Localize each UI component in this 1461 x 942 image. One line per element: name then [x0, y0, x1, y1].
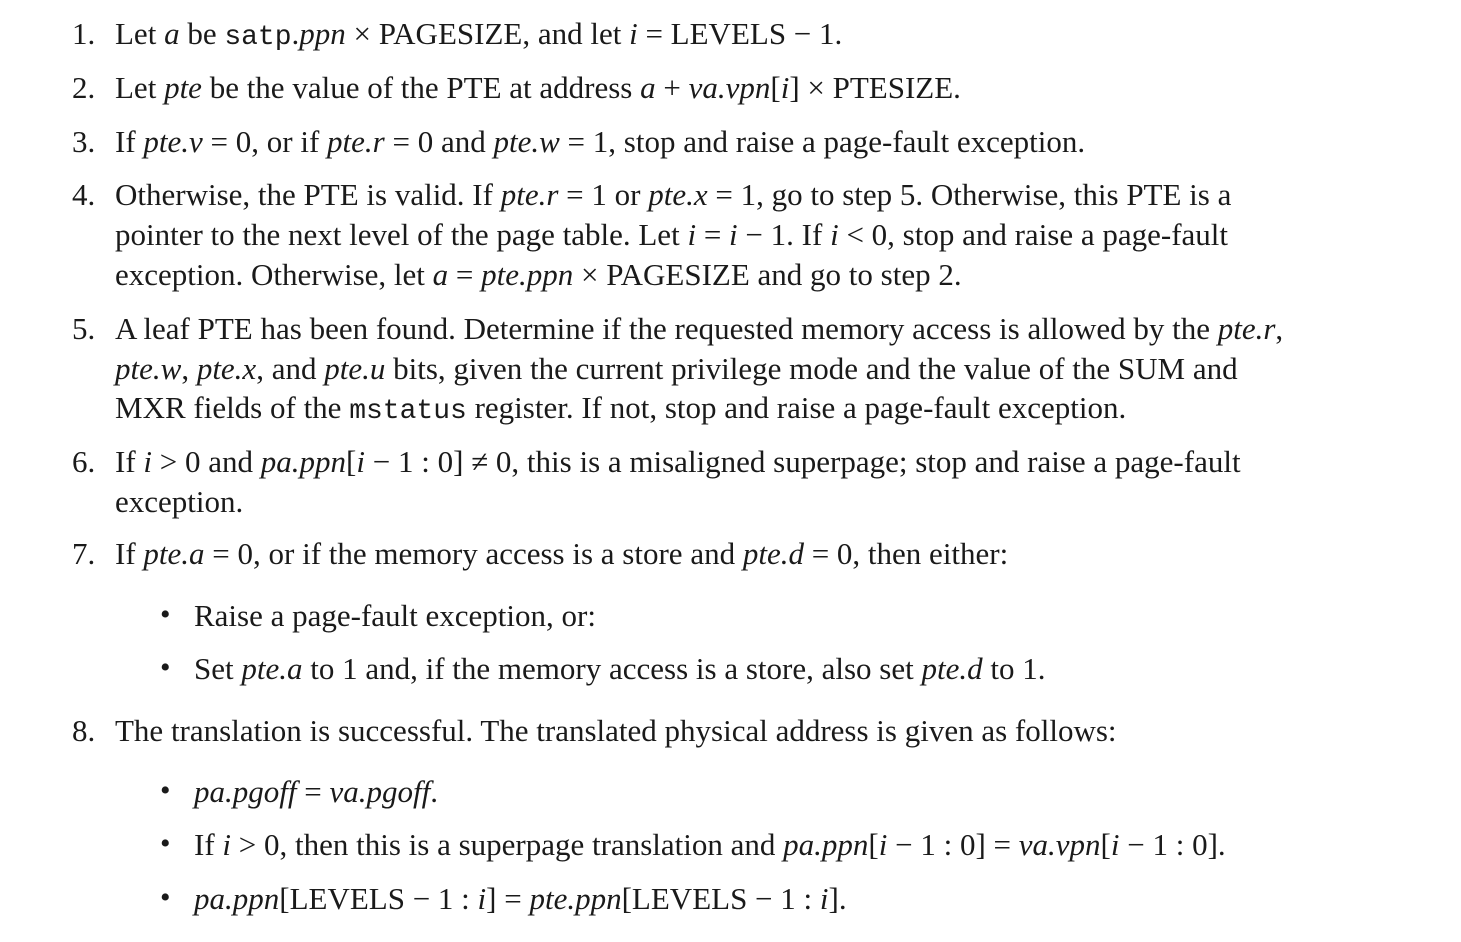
step-line: A leaf PTE has been found. Determine if the requested memory access is allowed by the pte.r,: [115, 311, 1284, 346]
step-number: 3.: [72, 124, 96, 159]
bullet-glyph: •: [160, 651, 171, 684]
bullet-glyph: •: [160, 598, 171, 631]
step-line: If i > 0 and pa.ppn[i − 1 : 0] ≠ 0, this is a misaligned superpage; stop and raise a page-fault: [115, 444, 1241, 479]
step-line: exception. Otherwise, let a = pte.ppn × PAGESIZE and go to step 2.: [115, 257, 962, 292]
step-line: pointer to the next level of the page table. Let i = i − 1. If i < 0, stop and raise a page-fault: [115, 217, 1229, 252]
step-number: 1.: [72, 16, 96, 51]
step-number: 5.: [72, 311, 96, 346]
bullet-line: Raise a page-fault exception, or:: [194, 598, 596, 633]
step-line: pte.w, pte.x, and pte.u bits, given the current privilege mode and the value of the SUM and: [115, 351, 1238, 386]
bullet-line: If i > 0, then this is a superpage translation and pa.ppn[i − 1 : 0] = va.vpn[i − 1 : 0].: [194, 827, 1226, 862]
step-number: 2.: [72, 70, 96, 105]
step-line: The translation is successful. The translated physical address is given as follows:: [115, 713, 1117, 748]
step-number: 4.: [72, 177, 96, 212]
step-line: Let a be satp.ppn × PAGESIZE, and let i = LEVELS − 1.: [115, 16, 843, 53]
bullet-glyph: •: [160, 827, 171, 860]
step-line: exception.: [115, 484, 244, 519]
step-number: 8.: [72, 713, 96, 748]
step-line: MXR fields of the mstatus register. If not, stop and raise a page-fault exception.: [115, 390, 1127, 427]
bullet-glyph: •: [160, 881, 171, 914]
bullet-line: Set pte.a to 1 and, if the memory access is a store, also set pte.d to 1.: [194, 651, 1046, 686]
step-line: If pte.v = 0, or if pte.r = 0 and pte.w = 1, stop and raise a page-fault exception.: [115, 124, 1086, 159]
step-number: 6.: [72, 444, 96, 479]
step-number: 7.: [72, 536, 96, 571]
bullet-glyph: •: [160, 774, 171, 807]
step-line: If pte.a = 0, or if the memory access is a store and pte.d = 0, then either:: [115, 536, 1009, 571]
bullet-line: pa.ppn[LEVELS − 1 : i] = pte.ppn[LEVELS − 1 : i].: [194, 881, 847, 916]
step-line: Let pte be the value of the PTE at address a + va.vpn[i] × PTESIZE.: [115, 70, 961, 105]
bullet-line: pa.pgoff = va.pgoff.: [194, 774, 438, 809]
step-line: Otherwise, the PTE is valid. If pte.r = 1 or pte.x = 1, go to step 5. Otherwise, this PTE is a: [115, 177, 1232, 212]
